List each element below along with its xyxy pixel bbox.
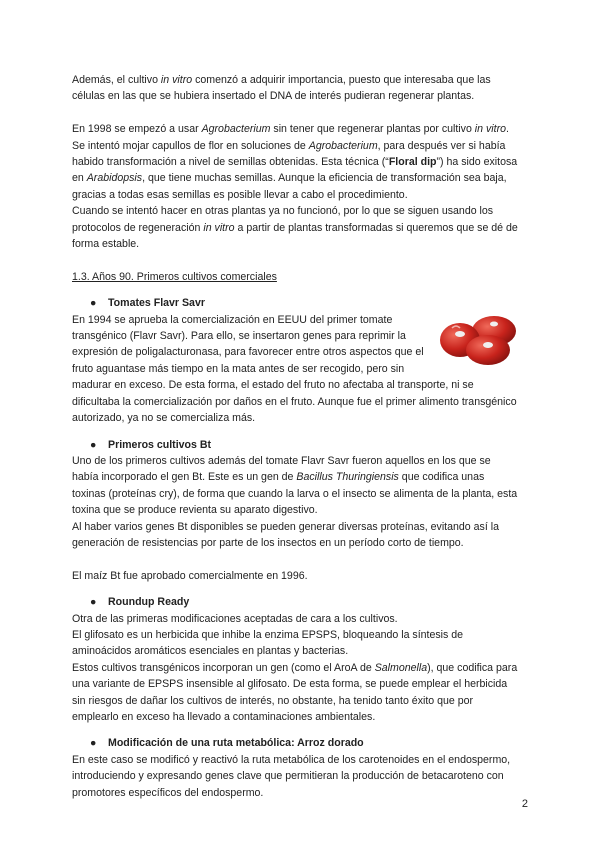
roundup-text-3: Estos cultivos transgénicos incorporan un gen (como el AroA de Salmonella), que codifica para una variante de EPSPS insensible al glifosato. De esta forma, se puede emplear el herbicida sin riesgos de dañar los cultivos de interés, no obstante, ha tenido tanto éxito que por emplearlo en exceso ha llevado a contaminaciones ambientales. (72, 661, 518, 723)
flavr-text: En 1994 se aprueba la comercialización en EEUU del primer tomate transgénico (Flavr Savr). Para ello, se insertaron genes para reprimir la expresión de poligalacturonasa, para favorecer entre otros aspectos que el fruto aguantase más tiempo en la mata antes de ser recogido, pero sin madurar en exceso. De esta forma, el estado del fruto no afectaba al transporte, ni se dificultaba la comercialización por daños en el fruto. Aunque fue el primer alimento transgénico autorizado, ya no se comercializa más. (72, 313, 517, 425)
roundup-text-2: El glifosato es un herbicida que inhibe la enzima EPSPS, bloqueando la síntesis de aminoácidos aromáticos esenciales en plantas y bacterias. (72, 628, 464, 658)
bt-text-1: Uno de los primeros cultivos además del tomate Flavr Savr fueron aquellos en los que se había incorporado el gen Bt. Este es un gen de Bacillus Thuringiensis que codifica unas toxinas (proteínas cry), de forma que cuando la larva o el insecto se alimenta de la planta, esta toxina que se produce revienta su aparato digestivo. (72, 454, 518, 517)
paragraph-in-vitro: Además, el cultivo in vitro comenzó a adquirir importancia, puesto que interesaba que las células en las que se hubiera insertado el DNA de interés pudieran regenerar plantas. (72, 74, 491, 103)
bullet-dot: ● (90, 596, 97, 609)
bt-text-3: El maíz Bt fue aprobado comercialmente en 1996. (72, 569, 308, 582)
bullet-roundup: ● Roundup Ready (72, 594, 520, 610)
bullet-dot: ● (90, 297, 97, 310)
bullet-flavr-savr: ● Tomates Flavr Savr (72, 295, 520, 311)
paragraph-agrobacterium: En 1998 se empezó a usar Agrobacterium sin tener que regenerar plantas por cultivo in vitro. Se intentó mojar capullos de flor en soluciones de Agrobacterium, para después ver si había habido transformación a nivel de semillas obtenidas. Esta técnica (“Floral dip”) ha sido exitosa en Arabidopsis, que tiene muchas semillas. Aunque la eficiencia de transformación sea baja, gracias a todas esas semillas es posible llevar a cabo el procedimiento. (72, 123, 518, 201)
bt-text-2: Al haber varios genes Bt disponibles se pueden generar diversas proteínas, evitando así la generación de resistencias por parte de los insectos en un período corto de tiempo. (72, 520, 499, 549)
roundup-text-1: Otra de las primeras modificaciones aceptadas de cara a los cultivos. (72, 612, 398, 625)
document-page (72, 72, 520, 801)
golden-text: En este caso se modificó y reactivó la ruta metabólica de los carotenoides en el endospermo, introduciendo y expresando genes clave que permitieran la producción de betacaroteno con promotores específicos del endospermo. (72, 753, 511, 799)
bullet-dot: ● (90, 438, 97, 451)
flavr-section (72, 312, 520, 427)
bullet-bt: ● Primeros cultivos Bt (72, 437, 520, 453)
page-number: 2 (521, 798, 528, 810)
paragraph-regeneration: Cuando se intentó hacer en otras plantas ya no funcionó, por lo que se siguen usando los protocolos de regeneración in vitro a partir de plantas transformadas si queremos que se dé de forma estable. (72, 205, 518, 251)
bullet-golden-rice: ● Modificación de una ruta metabólica: Arroz dorado (72, 735, 520, 751)
tomato-image (438, 314, 520, 366)
section-heading: 1.3. Años 90. Primeros cultivos comerciales (72, 270, 277, 283)
tomato-illustration (438, 314, 520, 366)
bullet-dot: ● (90, 737, 97, 750)
